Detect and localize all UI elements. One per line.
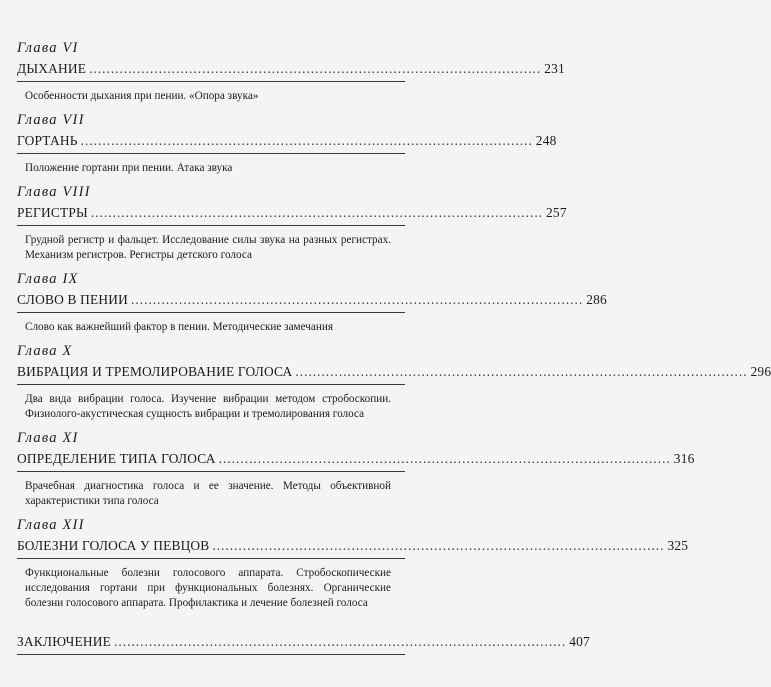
- page-number: 257: [546, 205, 567, 220]
- chapter-description: Особенности дыхания при пении. «Опора звука»: [25, 90, 259, 102]
- divider: [17, 81, 405, 82]
- chapter-title: БОЛЕЗНИ ГОЛОСА У ПЕВЦОВ: [17, 538, 210, 553]
- chapter-label: Глава XI: [17, 430, 79, 446]
- chapter-12: [17, 515, 689, 611]
- chapter-description: Грудной регистр и фальцет. Исследование силы звука на разных регистрах. Механизм регистров. Регистры детского голоса: [25, 234, 391, 261]
- page-number: 248: [535, 133, 557, 148]
- chapter-title: ГОРТАНЬ: [17, 133, 78, 148]
- dot-leader: ........................................................................................................: [89, 61, 542, 76]
- chapter-description: Положение гортани при пении. Атака звука: [25, 162, 233, 174]
- chapter-description: Слово как важнейший фактор в пении. Методические замечания: [25, 321, 334, 333]
- dot-leader: ........................................................................................................: [212, 538, 665, 553]
- chapter-9: [17, 269, 607, 335]
- toc-entry[interactable]: [17, 58, 565, 80]
- page-number: 231: [544, 61, 565, 76]
- chapter-10: [17, 341, 771, 422]
- toc-entry[interactable]: [17, 361, 771, 383]
- chapter-description: Функциональные болезни голосового аппарата. Стробоскопические исследования гортани при функциональных болезнях. Органические болезни голосового аппарата. Профилактика и лечение болезней голоса: [25, 567, 391, 609]
- dot-leader: ........................................................................................................: [295, 364, 748, 379]
- conclusion-title: ЗАКЛЮЧЕНИЕ: [17, 634, 112, 649]
- chapter-title: СЛОВО В ПЕНИИ: [17, 292, 129, 307]
- chapter-description: Врачебная диагностика голоса и ее значение. Методы объективной характеристики типа голоса: [25, 480, 391, 507]
- dot-leader: ........................................................................................................: [218, 451, 671, 466]
- chapter-label: Глава XII: [17, 517, 85, 533]
- toc-entry[interactable]: [17, 448, 695, 470]
- page-number: 316: [673, 451, 695, 466]
- dot-leader: ........................................................................................................: [131, 292, 584, 307]
- page-number: 325: [667, 538, 689, 553]
- chapter-title: РЕГИСТРЫ: [17, 205, 88, 220]
- chapter-description: Два вида вибрации голоса. Изучение вибрации методом стробоскопии. Физиолого-акустическая сущность вибрации и тремолирования голоса: [25, 393, 391, 420]
- page-number: 296: [750, 364, 771, 379]
- divider: [17, 558, 405, 559]
- divider: [17, 471, 405, 472]
- chapter-11: [17, 428, 695, 509]
- chapter-label: Глава VIII: [17, 184, 91, 200]
- chapter-label: Глава IX: [17, 271, 79, 287]
- chapter-label: Глава VI: [17, 40, 79, 56]
- divider: [17, 312, 405, 313]
- page-number: 286: [586, 292, 607, 307]
- page-number: 407: [569, 634, 590, 649]
- chapter-title: ОПРЕДЕЛЕНИЕ ТИПА ГОЛОСА: [17, 451, 216, 466]
- dot-leader: ........................................................................................................: [114, 634, 567, 649]
- divider: [17, 654, 405, 655]
- chapter-label: Глава VII: [17, 112, 85, 128]
- chapter-8: [17, 182, 567, 263]
- divider: [17, 225, 405, 226]
- chapter-label: Глава X: [17, 343, 73, 359]
- divider: [17, 384, 405, 385]
- chapter-6: [17, 38, 565, 104]
- toc-entry[interactable]: [17, 535, 689, 557]
- chapter-7: [17, 110, 557, 176]
- conclusion: [17, 631, 590, 655]
- divider: [17, 153, 405, 154]
- chapter-title: ДЫХАНИЕ: [17, 61, 87, 76]
- toc-entry[interactable]: [17, 202, 567, 224]
- toc-entry[interactable]: [17, 130, 557, 152]
- dot-leader: ........................................................................................................: [90, 205, 544, 220]
- toc-entry[interactable]: [17, 631, 590, 653]
- toc-entry[interactable]: [17, 289, 607, 311]
- table-of-contents: [17, 38, 771, 662]
- dot-leader: ........................................................................................................: [80, 133, 533, 148]
- chapter-title: ВИБРАЦИЯ И ТРЕМОЛИРОВАНИЕ ГОЛОСА: [17, 364, 293, 379]
